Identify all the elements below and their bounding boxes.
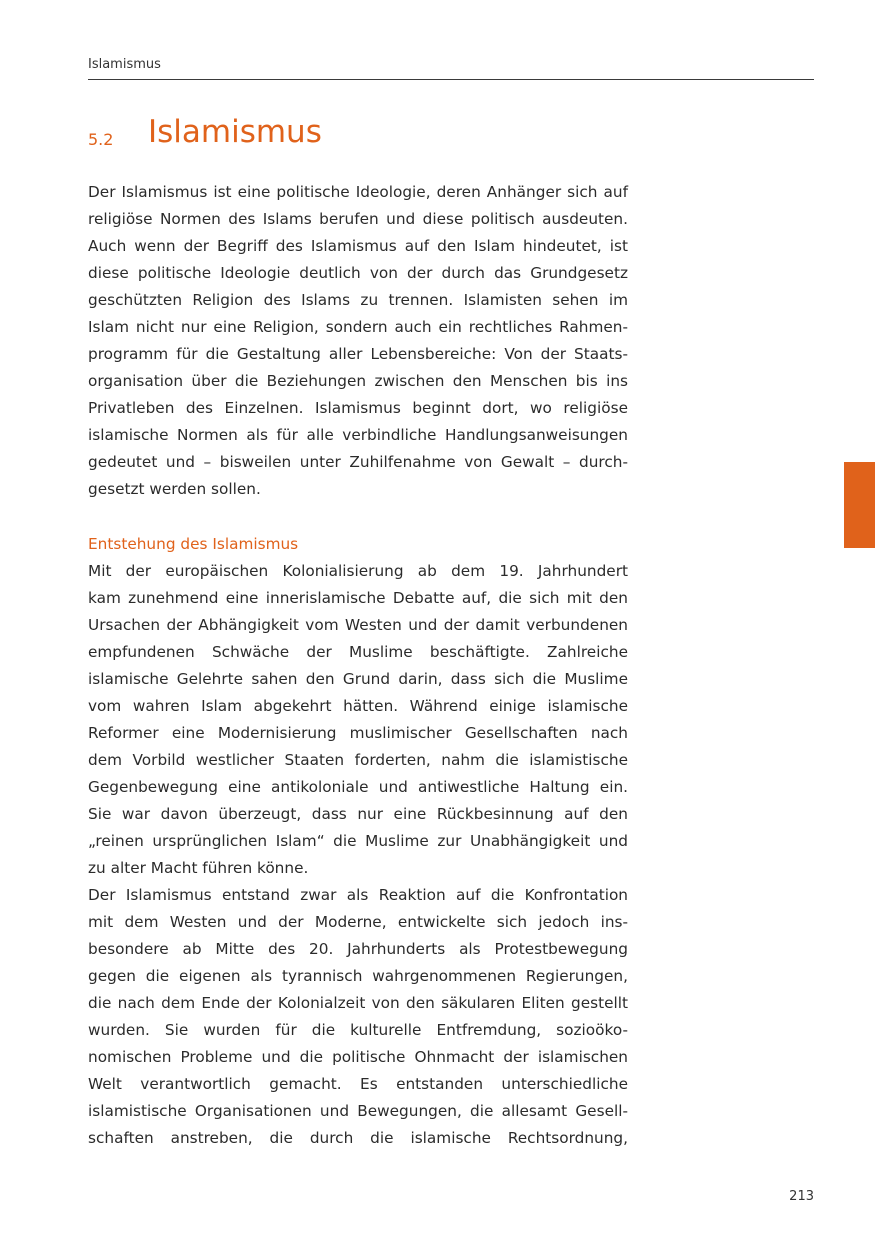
- subsection-heading: Entstehung des Islamismus: [88, 535, 299, 553]
- text-line: programm für die Gestaltung aller Lebensbereiche: Von der Staats-: [88, 345, 628, 363]
- text-line: schaften anstreben, die durch die islamische Rechtsordnung,: [88, 1129, 628, 1147]
- text-line: zu alter Macht führen könne.: [88, 859, 309, 877]
- text-line: besondere ab Mitte des 20. Jahrhunderts als Protestbewegung: [88, 940, 628, 958]
- text-line: Sie war davon überzeugt, dass nur eine Rückbesinnung auf den: [88, 805, 628, 823]
- text-line: diese politische Ideologie deutlich von der durch das Grundgesetz: [88, 264, 628, 282]
- text-line: islamische Normen als für alle verbindliche Handlungsanweisungen: [88, 426, 628, 444]
- text-line: religiöse Normen des Islams berufen und diese politisch ausdeuten.: [88, 210, 628, 228]
- text-line: Privatleben des Einzelnen. Islamismus beginnt dort, wo religiöse: [88, 399, 628, 417]
- text-line: Reformer eine Modernisierung muslimischer Gesellschaften nach: [88, 724, 628, 742]
- text-line: kam zunehmend eine innerislamische Debatte auf, die sich mit den: [88, 589, 628, 607]
- text-line: geschützten Religion des Islams zu trennen. Islamisten sehen im: [88, 291, 628, 309]
- page-number: 213: [789, 1189, 814, 1204]
- text-line: vom wahren Islam abgekehrt hätten. Während einige islamische: [88, 697, 628, 715]
- text-line: Der Islamismus entstand zwar als Reaktion auf die Konfrontation: [88, 886, 628, 904]
- section-title: Islamismus: [148, 114, 322, 150]
- running-header: Islamismus: [88, 57, 161, 72]
- body-paragraph-1: [88, 558, 628, 882]
- text-line: nomischen Probleme und die politische Ohnmacht der islamischen: [88, 1048, 628, 1066]
- text-line: islamische Gelehrte sahen den Grund darin, dass sich die Muslime: [88, 670, 628, 688]
- text-line: mit dem Westen und der Moderne, entwickelte sich jedoch ins-: [88, 913, 628, 931]
- text-line: Auch wenn der Begriff des Islamismus auf den Islam hindeutet, ist: [88, 237, 628, 255]
- text-line: wurden. Sie wurden für die kulturelle Entfremdung, sozioöko-: [88, 1021, 628, 1039]
- section-number: 5.2: [88, 130, 114, 149]
- text-line: Gegenbewegung eine antikoloniale und antiwestliche Haltung ein.: [88, 778, 628, 796]
- text-line: Welt verantwortlich gemacht. Es entstanden unterschiedliche: [88, 1075, 628, 1093]
- text-line: Mit der europäischen Kolonialisierung ab dem 19. Jahrhundert: [88, 562, 628, 580]
- text-line: islamistische Organisationen und Bewegungen, die allesamt Gesell-: [88, 1102, 628, 1120]
- section-heading: [88, 114, 628, 158]
- text-line: empfundenen Schwäche der Muslime beschäftigte. Zahlreiche: [88, 643, 628, 661]
- text-line: dem Vorbild westlicher Staaten forderten, nahm die islamistische: [88, 751, 628, 769]
- text-line: „reinen ursprünglichen Islam“ die Muslime zur Unabhängigkeit und: [88, 832, 628, 850]
- header-rule: [88, 79, 814, 80]
- body-paragraph-2: [88, 882, 628, 1152]
- chapter-tab-marker: [844, 462, 875, 548]
- text-line: die nach dem Ende der Kolonialzeit von den säkularen Eliten gestellt: [88, 994, 628, 1012]
- text-line: gegen die eigenen als tyrannisch wahrgenommenen Regierungen,: [88, 967, 628, 985]
- text-line: Ursachen der Abhängigkeit vom Westen und der damit verbundenen: [88, 616, 628, 634]
- text-line: Islam nicht nur eine Religion, sondern auch ein rechtliches Rahmen-: [88, 318, 628, 336]
- text-line: organisation über die Beziehungen zwischen den Menschen bis ins: [88, 372, 628, 390]
- text-line: Der Islamismus ist eine politische Ideologie, deren Anhänger sich auf: [88, 183, 628, 201]
- text-line: gesetzt werden sollen.: [88, 480, 261, 498]
- text-line: gedeutet und – bisweilen unter Zuhilfenahme von Gewalt – durch-: [88, 453, 628, 471]
- intro-paragraph: [88, 179, 628, 503]
